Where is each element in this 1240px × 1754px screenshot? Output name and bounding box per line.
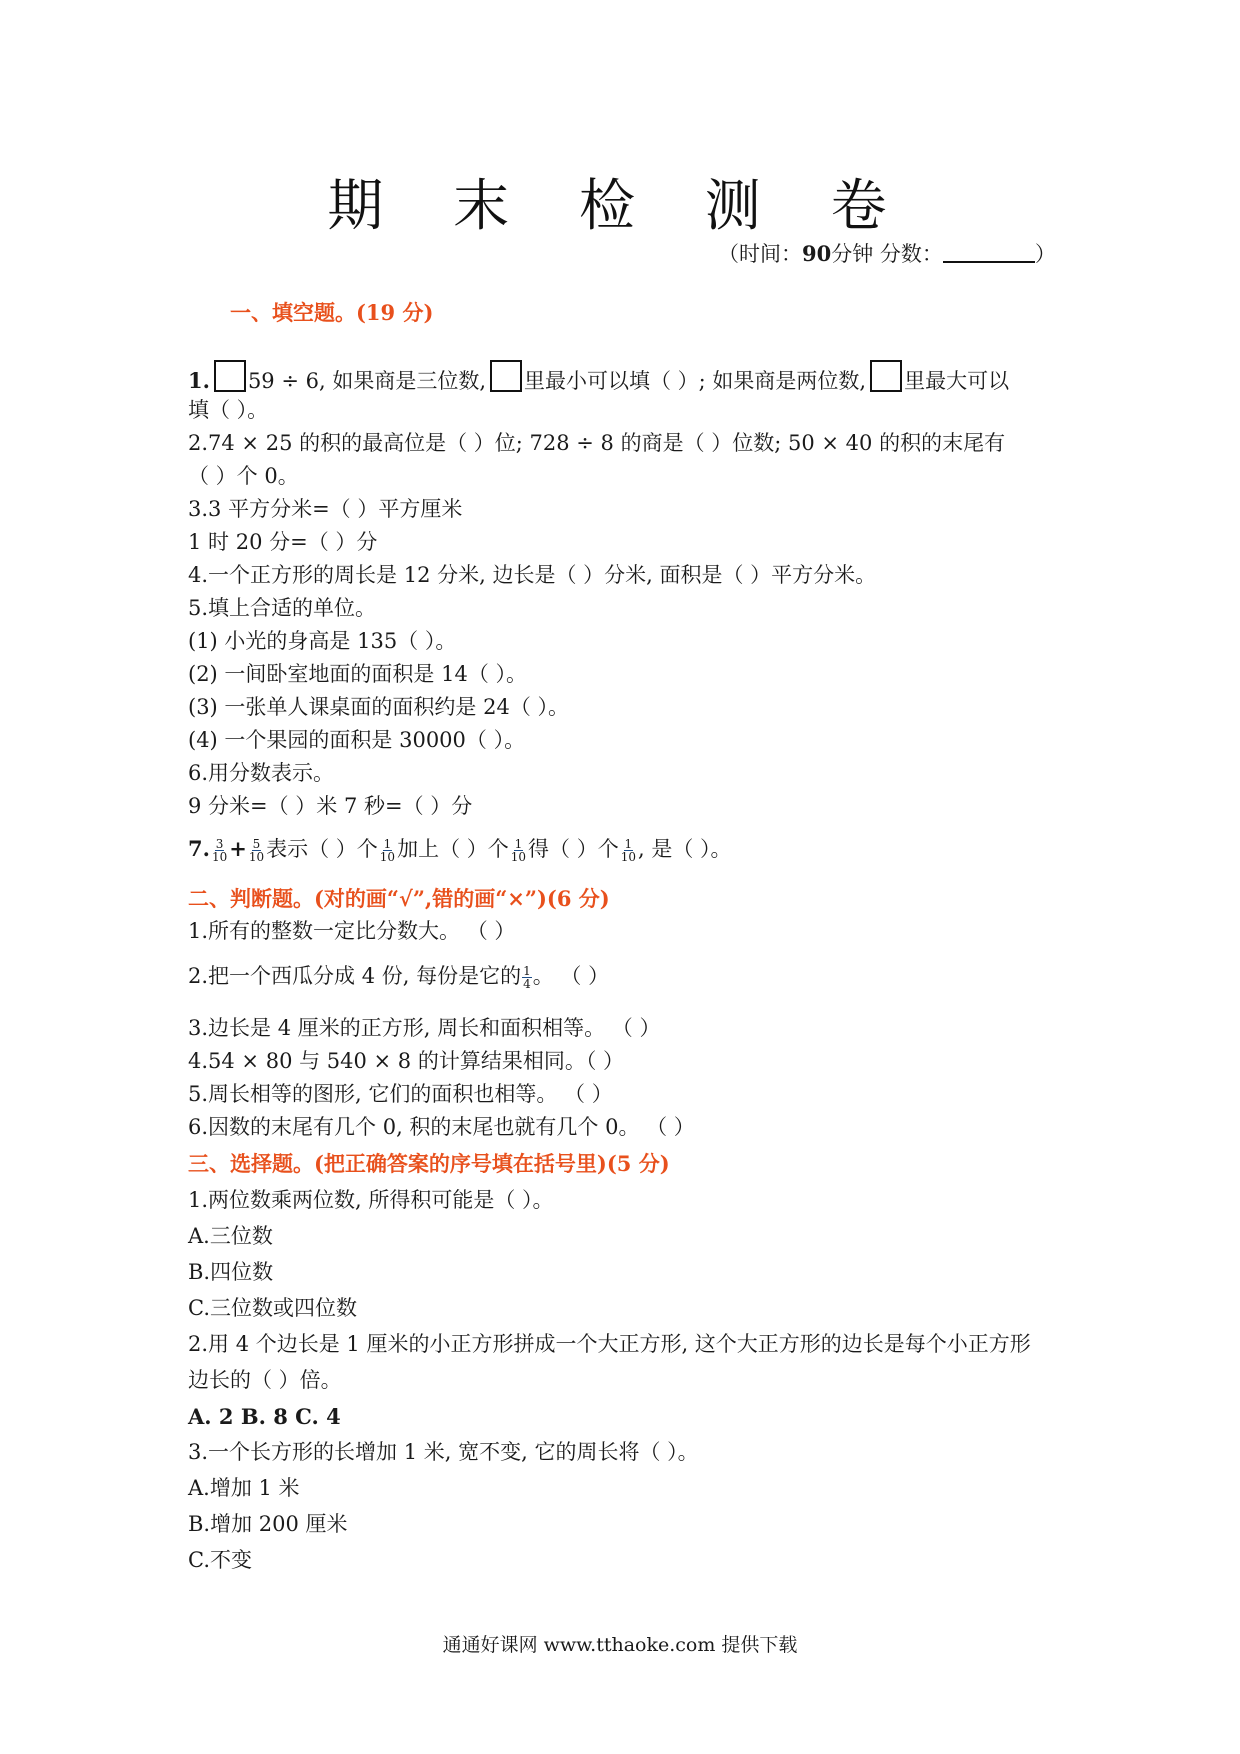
plus-sign: + <box>229 836 247 861</box>
s1-q3-line2: 1 时 20 分=（ ）分 <box>188 530 378 554</box>
s1-q6-a: 9 分米=（ ）米 7 秒=（ ）分 <box>188 794 473 818</box>
s3-q3: 3.一个长方形的长增加 1 米, 宽不变, 它的周长将（ ）。 <box>188 1440 699 1464</box>
fraction-numerator: 1 <box>523 964 531 978</box>
s3-q3-option-a: A.增加 1 米 <box>188 1476 300 1500</box>
exam-meta <box>718 238 1056 268</box>
fraction-3-10 <box>211 838 228 863</box>
s1-q7-text-b: 表示（ ）个 <box>266 837 378 861</box>
s1-q3-line1: 3.3 平方分米=（ ）平方厘米 <box>188 497 463 521</box>
score-blank[interactable] <box>943 243 1035 263</box>
s3-q1: 1.两位数乘两位数, 所得积可能是（ ）。 <box>188 1188 554 1212</box>
s1-q5: 5.填上合适的单位。 <box>188 596 377 620</box>
s1-q1-number: 1. <box>188 368 210 393</box>
s1-q4: 4.一个正方形的周长是 12 分米, 边长是（ ）分米, 面积是（ ）平方分米。 <box>188 563 877 587</box>
time-value: 90 <box>802 241 832 266</box>
s2-q2-text-b: 。 （ ） <box>532 964 610 988</box>
meta-prefix: （时间： <box>718 242 802 266</box>
fraction-1-10 <box>620 838 637 863</box>
s1-q1-text-c: 里最小可以填（ ）; 如果商是两位数, <box>524 369 867 393</box>
s3-q2-line1: 2.用 4 个边长是 1 厘米的小正方形拼成一个大正方形, 这个大正方形的边长是每个小正方形 <box>188 1332 1031 1356</box>
s1-q5-4: (4) 一个果园的面积是 30000（ ）。 <box>188 728 526 752</box>
s1-q1-line2: 填（ ）。 <box>188 398 269 422</box>
meta-suffix: ） <box>1034 242 1056 266</box>
s3-q2-line2: 边长的（ ）倍。 <box>188 1368 342 1392</box>
s1-q5-1: (1) 小光的身高是 135（ ）。 <box>188 629 457 653</box>
fraction-numerator: 3 <box>215 837 224 851</box>
fraction-1-10 <box>510 838 527 863</box>
section2-heading: 二、判断题。(对的画“√”,错的画“×”)(6 分) <box>188 886 610 911</box>
fraction-denominator: 4 <box>523 977 531 991</box>
s1-q2-line1: 2.74 × 25 的积的最高位是（ ）位; 728 ÷ 8 的商是（ ）位数; 50 × 40 的积的末尾有 <box>188 431 1006 455</box>
fraction-denominator: 10 <box>620 850 637 864</box>
s2-q1: 1.所有的整数一定比分数大。 （ ） <box>188 919 516 943</box>
fraction-denominator: 10 <box>211 850 228 864</box>
s1-q1-line1 <box>188 360 1009 394</box>
s2-q2-text-a: 2.把一个西瓜分成 4 份, 每份是它的 <box>188 964 522 988</box>
s1-q1-text-d: 里最大可以 <box>904 369 1010 393</box>
fraction-1-4 <box>522 965 532 990</box>
s1-q6: 6.用分数表示。 <box>188 761 335 785</box>
s2-q3: 3.边长是 4 厘米的正方形, 周长和面积相等。 （ ） <box>188 1016 661 1040</box>
s1-q1-text-b: 59 ÷ 6, 如果商是三位数, <box>247 369 486 393</box>
s1-q7-number: 7. <box>188 836 210 861</box>
s1-q5-2: (2) 一间卧室地面的面积是 14（ ）。 <box>188 662 527 686</box>
s2-q2 <box>188 964 609 990</box>
answer-box[interactable] <box>214 360 246 392</box>
s3-q2-options: A. 2 B. 8 C. 4 <box>188 1404 341 1429</box>
s1-q2-line2: （ ）个 0。 <box>188 464 299 488</box>
fraction-5-10 <box>248 838 265 863</box>
s3-q3-option-b: B.增加 200 厘米 <box>188 1512 348 1536</box>
s3-q1-option-b: B.四位数 <box>188 1260 274 1284</box>
s1-q7 <box>188 836 732 863</box>
s1-q7-text-c: 加上（ ）个 <box>397 837 509 861</box>
fraction-1-10 <box>379 838 396 863</box>
s3-q3-option-c: C.不变 <box>188 1548 252 1572</box>
s1-q5-3: (3) 一张单人课桌面的面积约是 24（ ）。 <box>188 695 569 719</box>
answer-box[interactable] <box>490 360 522 392</box>
fraction-numerator: 1 <box>624 837 633 851</box>
fraction-numerator: 1 <box>383 837 392 851</box>
s2-q5: 5.周长相等的图形, 它们的面积也相等。 （ ） <box>188 1082 613 1106</box>
section3-heading: 三、选择题。(把正确答案的序号填在括号里)(5 分) <box>188 1151 670 1176</box>
s3-q1-option-a: A.三位数 <box>188 1224 273 1248</box>
s1-q7-text-d: 得（ ）个 <box>528 837 619 861</box>
meta-mid: 分钟 分数： <box>831 242 943 266</box>
s1-q7-text-e: , 是（ ）。 <box>638 837 732 861</box>
fraction-denominator: 10 <box>379 850 396 864</box>
fraction-numerator: 5 <box>252 837 261 851</box>
page-title: 期 末 检 测 卷 <box>327 174 913 239</box>
s2-q6: 6.因数的末尾有几个 0, 积的末尾也就有几个 0。 （ ） <box>188 1115 695 1139</box>
page-footer: 通通好课网 www.tthaoke.com 提供下载 <box>442 1634 798 1656</box>
fraction-denominator: 10 <box>510 850 527 864</box>
answer-box[interactable] <box>870 360 902 392</box>
fraction-numerator: 1 <box>514 837 523 851</box>
fraction-denominator: 10 <box>248 850 265 864</box>
s2-q4: 4.54 × 80 与 540 × 8 的计算结果相同。（ ） <box>188 1049 625 1073</box>
section1-heading: 一、填空题。(19 分) <box>230 300 434 325</box>
s3-q1-option-c: C.三位数或四位数 <box>188 1296 357 1320</box>
